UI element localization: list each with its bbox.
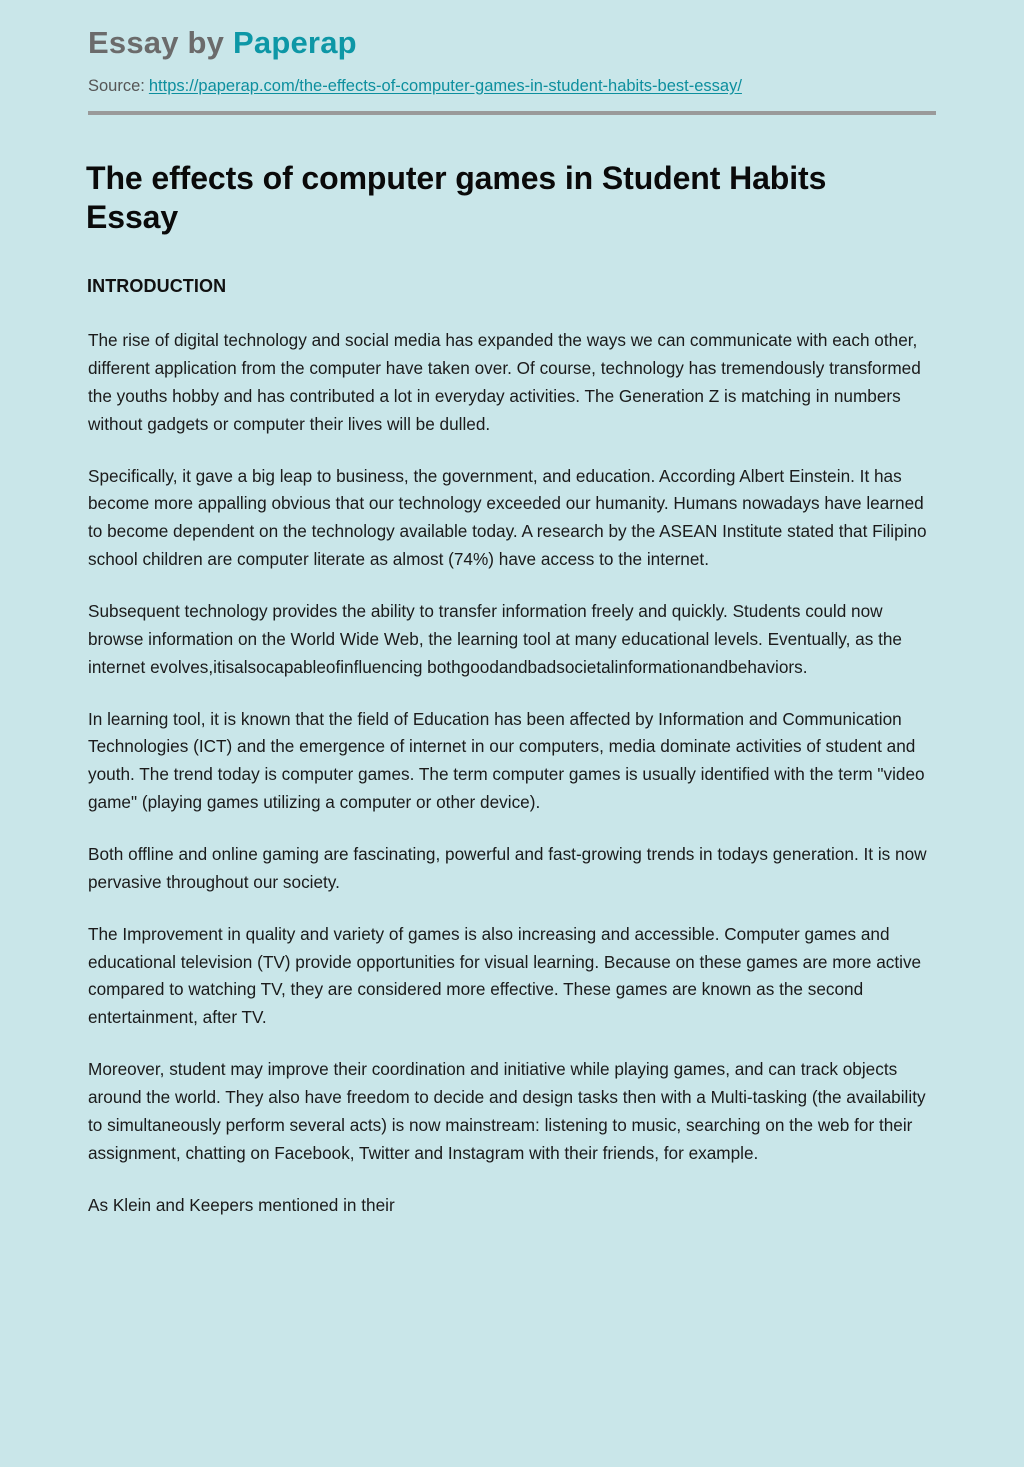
document-content [0, 159, 1024, 1220]
paragraph: The Improvement in quality and variety of games is also increasing and accessible. Computer games and educational television (TV) provide opportunities for visual learning. Because on these games are more active compared to watching TV, they are considered more effective. These games are known as the second entertainment, after TV. [88, 923, 922, 1028]
brand-prefix: Essay by [88, 25, 225, 60]
section-heading-introduction: INTRODUCTION [87, 276, 227, 297]
paragraph: In learning tool, it is known that the field of Education has been affected by Information and Communication Technologies (ICT) and the emergence of internet in our computers, media dominate activities of student and youth. The trend today is computer games. The term computer games is usually identified with the term "video game" (playing games utilizing a computer or other device). [88, 708, 925, 813]
paragraph: Both offline and online gaming are fascinating, powerful and fast-growing trends in todays generation. It is now pervasive throughout our society. [88, 843, 927, 892]
site-branding [88, 26, 936, 61]
source-row [88, 77, 936, 96]
paragraph: The rise of digital technology and social media has expanded the ways we can communicate with each other, different application from the computer have taken over. Of course, technology has tremendously transformed the youths hobby and has contributed a lot in everyday activities. The Generation Z is matching in numbers without gadgets or computer their lives will be dulled. [88, 330, 921, 434]
paragraph: Subsequent technology provides the ability to transfer information freely and quickly. Students could now browse information on the World Wide Web, the learning tool at many educational levels. Eventually, as the internet evolves,itisalsocapableofinfluencing bothgoodandbadsocietalinformationandbehaviors. [88, 600, 902, 677]
page-title: The effects of computer games in Student Habits Essay [86, 159, 827, 236]
paragraph: Specifically, it gave a big leap to business, the government, and education. According Albert Einstein. It has become more appalling obvious that our technology exceeded our humanity. Humans nowadays have learned to become dependent on the technology available today. A research by the ASEAN Institute stated that Filipino school children are computer literate as almost (74%) have access to the internet. [88, 465, 927, 570]
source-url-link[interactable]: https://paperap.com/the-effects-of-computer-games-in-student-habits-best-essay/ [148, 76, 742, 95]
brand-name: Paperap [233, 25, 357, 60]
paragraph-truncated: As Klein and Keepers mentioned in their [88, 1194, 395, 1215]
source-label: Source: [88, 76, 145, 95]
paragraph: Moreover, student may improve their coordination and initiative while playing games, and can track objects around the world. They also have freedom to decide and design tasks then with a Multi-tasking (the availability to simultaneously perform several acts) is now mainstream: listening to music, searching on the web for their assignment, chatting on Facebook, Twitter and Instagram with their friends, for example. [88, 1059, 926, 1163]
header-divider [88, 111, 936, 115]
page-header [0, 0, 1024, 96]
